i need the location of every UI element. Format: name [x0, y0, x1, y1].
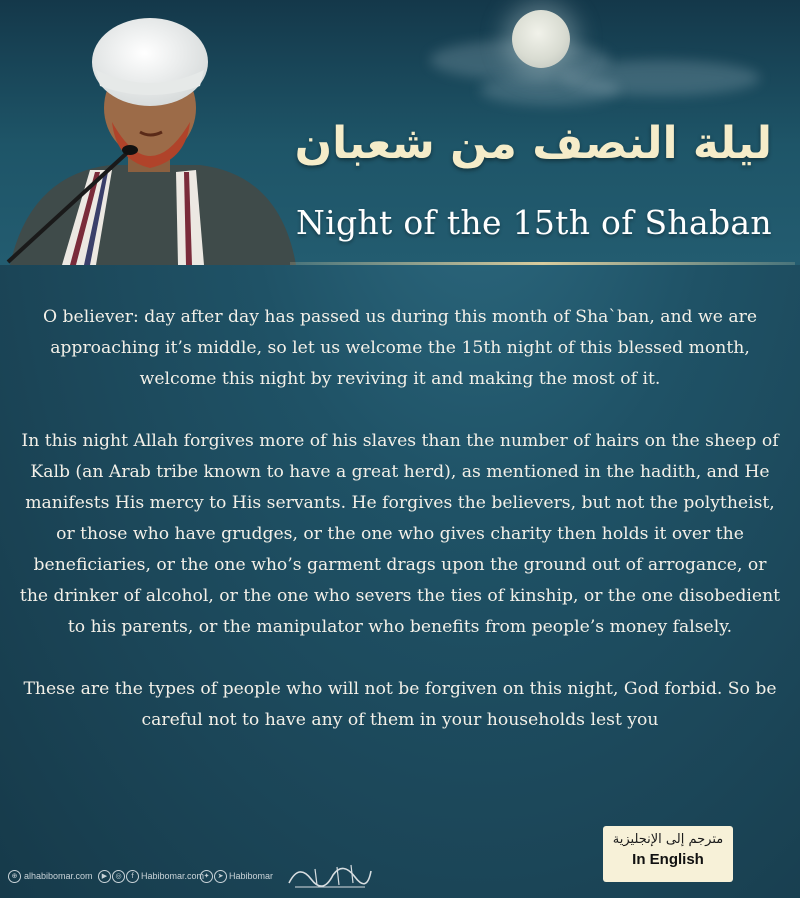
instagram-icon[interactable]: ◎	[112, 870, 125, 883]
speaker-portrait	[0, 0, 300, 265]
paragraph-1: O believer: day after day has passed us during this month of Sha`ban, and we are approaching it’s middle, so let us welcome the 15th night of this blessed month, welcome this night by reviving it and making the most of it.	[42, 307, 758, 389]
badge-english-label: In English	[632, 851, 704, 868]
facebook-icon[interactable]: f	[126, 870, 139, 883]
twitter-icon[interactable]: ✦	[200, 870, 213, 883]
website-link[interactable]: alhabibomar.com	[24, 871, 93, 881]
footer-social	[0, 855, 580, 895]
paragraph-2: In this night Allah forgives more of his slaves than the number of hairs on the sheep of Kalb (an Arab tribe known to have a great herd), as mentioned in the hadith, and He manifests His mercy to His servants. He forgives the believers, but not the polytheist, or those who have grudges, or the one who gives charity then holds it over the beneficiaries, or the one who’s garment drags upon the ground out of arrogance, or the drinker of alcohol, or the one who severs the ties of kinship, or the one disobedient to his parents, or the manipulator who benefits from people’s money falsely.	[19, 431, 781, 637]
title-english: Night of the 15th of Shaban	[296, 203, 772, 242]
youtube-icon[interactable]: ▶	[98, 870, 111, 883]
header-banner	[0, 0, 800, 265]
cloud	[480, 75, 620, 105]
moon-image	[512, 10, 570, 68]
title-arabic: ليلة النصف من شعبان	[294, 118, 772, 169]
article-body	[18, 302, 782, 767]
paragraph-3: These are the types of people who will not be forgiven on this night, God forbid. So be careful not to have any of them in your households lest you	[23, 679, 777, 730]
handle-link-1[interactable]: Habibomar.com	[141, 871, 205, 881]
telegram-icon[interactable]: ➤	[214, 870, 227, 883]
globe-icon[interactable]: ⊕	[8, 870, 21, 883]
translation-badge	[603, 826, 733, 882]
title-divider	[290, 262, 795, 265]
badge-arabic-label: مترجم إلى الإنجليزية	[612, 832, 724, 847]
signature-logo	[285, 857, 375, 893]
handle-link-2[interactable]: Habibomar	[229, 871, 274, 881]
